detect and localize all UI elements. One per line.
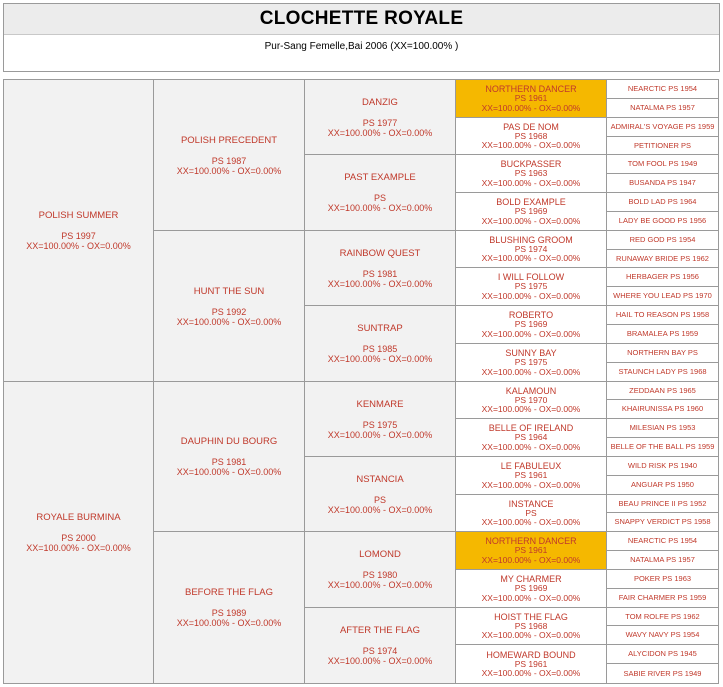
ancestor-name: KHAIRUNISSA PS 1960 <box>621 404 704 413</box>
ancestor-name: BUCKPASSER <box>500 159 562 169</box>
ancestor-name: NORTHERN BAY PS <box>627 348 698 357</box>
horse-description: Pur-Sang Femelle,Bai 2006 (XX=100.00% ) <box>264 41 459 52</box>
ancestor-name: ROYALE BURMINA <box>36 512 121 523</box>
ancestor-name: BOLD LAD PS 1964 <box>628 197 697 206</box>
ancestor-blood-percent: XX=100.00% - OX=0.00% <box>481 102 581 113</box>
ancestor-name: SUNTRAP <box>357 323 403 334</box>
ancestor-name: NEARCTIC PS 1954 <box>627 536 698 545</box>
ancestor-cell[interactable] <box>607 118 718 137</box>
ancestor-breed-year: PS <box>373 193 386 203</box>
ancestor-name: DAUPHIN DU BOURG <box>180 436 278 447</box>
ancestor-cell[interactable] <box>607 551 718 570</box>
ancestor-breed-year: PS 1989 <box>211 608 247 618</box>
ancestor-breed-year: PS 1974 <box>514 243 548 254</box>
ancestor-name: BRAMALEA PS 1959 <box>626 329 699 338</box>
ancestor-name: MY CHARMER <box>500 574 562 584</box>
ancestor-blood-percent: XX=100.00% - OX=0.00% <box>327 580 433 590</box>
ancestor-cell[interactable] <box>607 419 718 438</box>
ancestor-name: ROBERTO <box>508 310 554 320</box>
ancestor-name: SUNNY BAY <box>505 348 557 358</box>
ancestor-cell[interactable] <box>607 438 718 457</box>
ancestor-name: DANZIG <box>362 96 398 108</box>
ancestor-cell[interactable] <box>607 99 718 118</box>
ancestor-blood-percent: XX=100.00% - OX=0.00% <box>481 140 581 150</box>
ancestor-cell[interactable] <box>607 193 718 212</box>
ancestor-name: KENMARE <box>356 398 404 410</box>
ancestor-cell[interactable] <box>607 626 718 645</box>
ancestor-breed-year: PS 1992 <box>211 306 247 317</box>
ancestor-name: NSTANCIA <box>356 473 404 485</box>
ancestor-cell[interactable] <box>456 155 607 193</box>
ancestor-blood-percent: XX=100.00% - OX=0.00% <box>481 479 581 490</box>
ancestor-cell[interactable] <box>607 250 718 268</box>
ancestor-cell[interactable] <box>305 457 456 532</box>
ancestor-cell[interactable] <box>607 400 718 419</box>
ancestor-name: KALAMOUN <box>505 385 557 396</box>
ancestor-blood-percent: XX=100.00% - OX=0.00% <box>481 215 581 226</box>
ancestor-name: ALYCIDON PS 1945 <box>628 649 697 658</box>
ancestor-breed-year: PS 1961 <box>514 658 548 669</box>
ancestor-blood-percent: XX=100.00% - OX=0.00% <box>327 656 433 666</box>
ancestor-blood-percent: XX=100.00% - OX=0.00% <box>481 404 581 414</box>
pedigree-table <box>3 79 719 684</box>
ancestor-blood-percent: XX=100.00% - OX=0.00% <box>327 127 433 138</box>
ancestor-breed-year: PS <box>525 507 537 518</box>
ancestor-breed-year: PS 1964 <box>514 432 548 442</box>
ancestor-name: AFTER THE FLAG <box>339 625 421 636</box>
ancestor-cell[interactable] <box>456 532 607 570</box>
ancestor-blood-percent: XX=100.00% - OX=0.00% <box>327 278 433 289</box>
ancestor-cell[interactable] <box>607 570 718 589</box>
ancestor-blood-percent: XX=100.00% - OX=0.00% <box>481 290 581 301</box>
ancestor-blood-percent: XX=100.00% - OX=0.00% <box>481 517 581 527</box>
page-title: CLOCHETTE ROYALE <box>259 8 464 29</box>
ancestor-cell[interactable] <box>456 80 607 118</box>
ancestor-name: HOIST THE FLAG <box>494 611 568 622</box>
ancestor-breed-year: PS 1981 <box>362 268 398 279</box>
ancestor-blood-percent: XX=100.00% - OX=0.00% <box>481 366 581 377</box>
ancestor-name: RED GOD PS 1954 <box>629 235 696 244</box>
ancestor-breed-year: PS 1969 <box>514 206 548 216</box>
ancestor-blood-percent: XX=100.00% - OX=0.00% <box>481 177 581 188</box>
ancestor-cell[interactable] <box>456 495 607 532</box>
ancestor-breed-year: PS 1997 <box>61 231 96 241</box>
ancestor-name: BELLE OF IRELAND <box>488 423 574 433</box>
ancestor-blood-percent: XX=100.00% - OX=0.00% <box>26 241 131 251</box>
ancestor-cell[interactable] <box>607 664 718 683</box>
ancestor-cell[interactable] <box>305 532 456 608</box>
ancestor-blood-percent: XX=100.00% - OX=0.00% <box>327 354 433 364</box>
ancestor-name: TOM ROLFE PS 1962 <box>625 611 700 621</box>
ancestor-cell[interactable] <box>607 589 718 608</box>
ancestor-cell[interactable] <box>305 155 456 231</box>
ancestor-name: MILESIAN PS 1953 <box>629 423 696 432</box>
ancestor-blood-percent: XX=100.00% - OX=0.00% <box>481 253 581 263</box>
ancestor-cell[interactable] <box>305 306 456 382</box>
ancestor-cell[interactable] <box>607 476 718 495</box>
ancestor-breed-year: PS 1969 <box>514 583 548 593</box>
ancestor-name: WHERE YOU LEAD PS 1970 <box>613 291 712 300</box>
ancestor-cell[interactable] <box>607 325 718 344</box>
ancestor-cell[interactable] <box>607 645 718 664</box>
ancestor-cell[interactable] <box>607 287 718 306</box>
ancestor-breed-year: PS 1974 <box>362 646 398 656</box>
ancestor-cell[interactable] <box>456 268 607 306</box>
ancestor-breed-year: PS 1961 <box>514 470 548 480</box>
ancestor-name: SNAPPY VERDICT PS 1958 <box>614 517 711 526</box>
ancestor-breed-year: PS 1981 <box>211 457 247 467</box>
ancestor-cell[interactable] <box>607 306 718 325</box>
ancestor-cell[interactable] <box>154 80 305 231</box>
ancestor-name: ZEDDAAN PS 1965 <box>629 385 696 395</box>
ancestor-cell[interactable] <box>607 212 718 231</box>
ancestor-cell[interactable] <box>456 570 607 608</box>
ancestor-name: NATALMA PS 1957 <box>630 555 695 564</box>
ancestor-cell[interactable] <box>456 608 607 645</box>
ancestor-name: BELLE OF THE BALL PS 1959 <box>610 442 715 451</box>
ancestor-cell[interactable] <box>607 268 718 287</box>
ancestor-cell[interactable] <box>456 344 607 382</box>
ancestor-blood-percent: XX=100.00% - OX=0.00% <box>481 441 581 452</box>
ancestor-cell[interactable] <box>305 80 456 155</box>
ancestor-cell[interactable] <box>607 457 718 476</box>
ancestor-blood-percent: XX=100.00% - OX=0.00% <box>481 554 581 565</box>
ancestor-name: BEFORE THE FLAG <box>185 587 273 598</box>
ancestor-name: POKER PS 1963 <box>633 574 692 583</box>
ancestor-name: NORTHERN DANCER <box>485 536 577 546</box>
ancestor-breed-year: PS 1975 <box>514 281 548 291</box>
ancestor-cell[interactable] <box>607 382 718 400</box>
ancestor-name: RAINBOW QUEST <box>339 247 421 259</box>
ancestor-breed-year: PS 1977 <box>362 117 398 128</box>
ancestor-cell[interactable] <box>154 532 305 683</box>
ancestor-name: NATALMA PS 1957 <box>630 103 695 112</box>
ancestor-breed-year: PS 1963 <box>514 168 548 178</box>
ancestor-cell[interactable] <box>456 306 607 344</box>
ancestor-blood-percent: XX=100.00% - OX=0.00% <box>176 467 282 477</box>
ancestor-cell[interactable] <box>456 419 607 457</box>
ancestor-cell[interactable] <box>456 457 607 495</box>
ancestor-cell[interactable] <box>154 382 305 532</box>
ancestor-breed-year: PS 1961 <box>514 93 548 103</box>
ancestor-name: LOMOND <box>359 549 401 560</box>
ancestor-cell[interactable] <box>607 137 718 155</box>
ancestor-name: RUNAWAY BRIDE PS 1962 <box>616 253 709 263</box>
ancestor-cell[interactable] <box>607 495 718 513</box>
ancestor-breed-year: PS 2000 <box>61 533 96 543</box>
ancestor-cell[interactable] <box>607 363 718 382</box>
ancestor-name: INSTANCE <box>508 498 554 509</box>
ancestor-name: POLISH SUMMER <box>38 210 119 221</box>
ancestor-breed-year: PS <box>373 494 386 505</box>
ancestor-name: ANGUAR PS 1950 <box>631 480 694 489</box>
ancestor-blood-percent: XX=100.00% - OX=0.00% <box>327 504 433 515</box>
ancestor-cell[interactable] <box>305 231 456 306</box>
ancestor-name: PAS DE NOM <box>503 121 559 132</box>
ancestor-breed-year: PS 1968 <box>514 620 548 631</box>
ancestor-blood-percent: XX=100.00% - OX=0.00% <box>481 668 581 678</box>
ancestor-name: ADMIRAL'S VOYAGE PS 1959 <box>610 122 715 131</box>
ancestor-cell[interactable] <box>607 513 718 532</box>
ancestor-blood-percent: XX=100.00% - OX=0.00% <box>176 618 282 628</box>
ancestor-blood-percent: XX=100.00% - OX=0.00% <box>176 316 282 327</box>
ancestor-name: BOLD EXAMPLE <box>496 197 566 207</box>
ancestor-breed-year: PS 1975 <box>362 419 398 430</box>
ancestor-cell[interactable] <box>4 80 154 382</box>
ancestor-name: WAVY NAVY PS 1954 <box>625 630 700 639</box>
ancestor-name: FAIR CHARMER PS 1959 <box>618 593 707 602</box>
ancestor-name: HOMEWARD BOUND <box>486 649 576 660</box>
ancestor-breed-year: PS 1968 <box>514 130 548 141</box>
ancestor-breed-year: PS 1961 <box>514 545 548 555</box>
ancestor-cell[interactable] <box>456 645 607 683</box>
ancestor-name: STAUNCH LADY PS 1968 <box>618 367 707 376</box>
title-bar <box>4 4 719 35</box>
pedigree-header <box>3 3 720 72</box>
ancestor-name: LE FABULEUX <box>500 461 562 471</box>
ancestor-cell[interactable] <box>305 382 456 457</box>
ancestor-name: LADY BE GOOD PS 1956 <box>618 216 707 225</box>
ancestor-cell[interactable] <box>607 80 718 99</box>
ancestor-cell[interactable] <box>607 231 718 250</box>
ancestor-name: BEAU PRINCE II PS 1952 <box>618 498 707 508</box>
ancestor-cell[interactable] <box>607 532 718 551</box>
ancestor-cell[interactable] <box>607 608 718 626</box>
ancestor-cell[interactable] <box>456 382 607 419</box>
ancestor-blood-percent: XX=100.00% - OX=0.00% <box>327 203 433 213</box>
ancestor-cell[interactable] <box>607 174 718 193</box>
ancestor-cell[interactable] <box>456 118 607 155</box>
ancestor-blood-percent: XX=100.00% - OX=0.00% <box>26 543 131 553</box>
ancestor-name: SABIE RIVER PS 1949 <box>623 668 702 678</box>
ancestor-breed-year: PS 1985 <box>362 344 398 354</box>
ancestor-name: HERBAGER PS 1956 <box>626 272 699 281</box>
ancestor-name: BLUSHING GROOM <box>489 234 573 245</box>
ancestor-cell[interactable] <box>305 608 456 683</box>
ancestor-name: TOM FOOL PS 1949 <box>627 159 698 168</box>
ancestor-cell[interactable] <box>4 382 154 683</box>
ancestor-blood-percent: XX=100.00% - OX=0.00% <box>481 630 581 640</box>
ancestor-name: I WILL FOLLOW <box>497 272 565 282</box>
ancestor-name: HAIL TO REASON PS 1958 <box>615 310 710 319</box>
ancestor-breed-year: PS 1969 <box>514 319 548 329</box>
ancestor-breed-year: PS 1975 <box>514 357 548 367</box>
ancestor-name: HUNT THE SUN <box>193 285 265 297</box>
ancestor-cell[interactable] <box>607 344 718 363</box>
ancestor-name: NEARCTIC PS 1954 <box>627 84 698 93</box>
ancestor-blood-percent: XX=100.00% - OX=0.00% <box>176 165 282 176</box>
ancestor-cell[interactable] <box>607 155 718 174</box>
ancestor-breed-year: PS 1970 <box>514 394 548 405</box>
ancestor-breed-year: PS 1980 <box>362 570 398 580</box>
ancestor-blood-percent: XX=100.00% - OX=0.00% <box>327 429 433 440</box>
ancestor-breed-year: PS 1987 <box>211 155 247 166</box>
ancestor-cell[interactable] <box>154 231 305 382</box>
ancestor-name: NORTHERN DANCER <box>485 84 577 94</box>
ancestor-blood-percent: XX=100.00% - OX=0.00% <box>481 592 581 603</box>
ancestor-name: WILD RISK PS 1940 <box>627 461 698 470</box>
ancestor-blood-percent: XX=100.00% - OX=0.00% <box>481 328 581 339</box>
ancestor-cell[interactable] <box>456 193 607 231</box>
ancestor-name: PETITIONER PS <box>633 140 692 150</box>
ancestor-name: PAST EXAMPLE <box>344 172 416 183</box>
ancestor-name: BUSANDA PS 1947 <box>629 178 696 187</box>
ancestor-cell[interactable] <box>456 231 607 268</box>
ancestor-name: POLISH PRECEDENT <box>180 134 278 146</box>
